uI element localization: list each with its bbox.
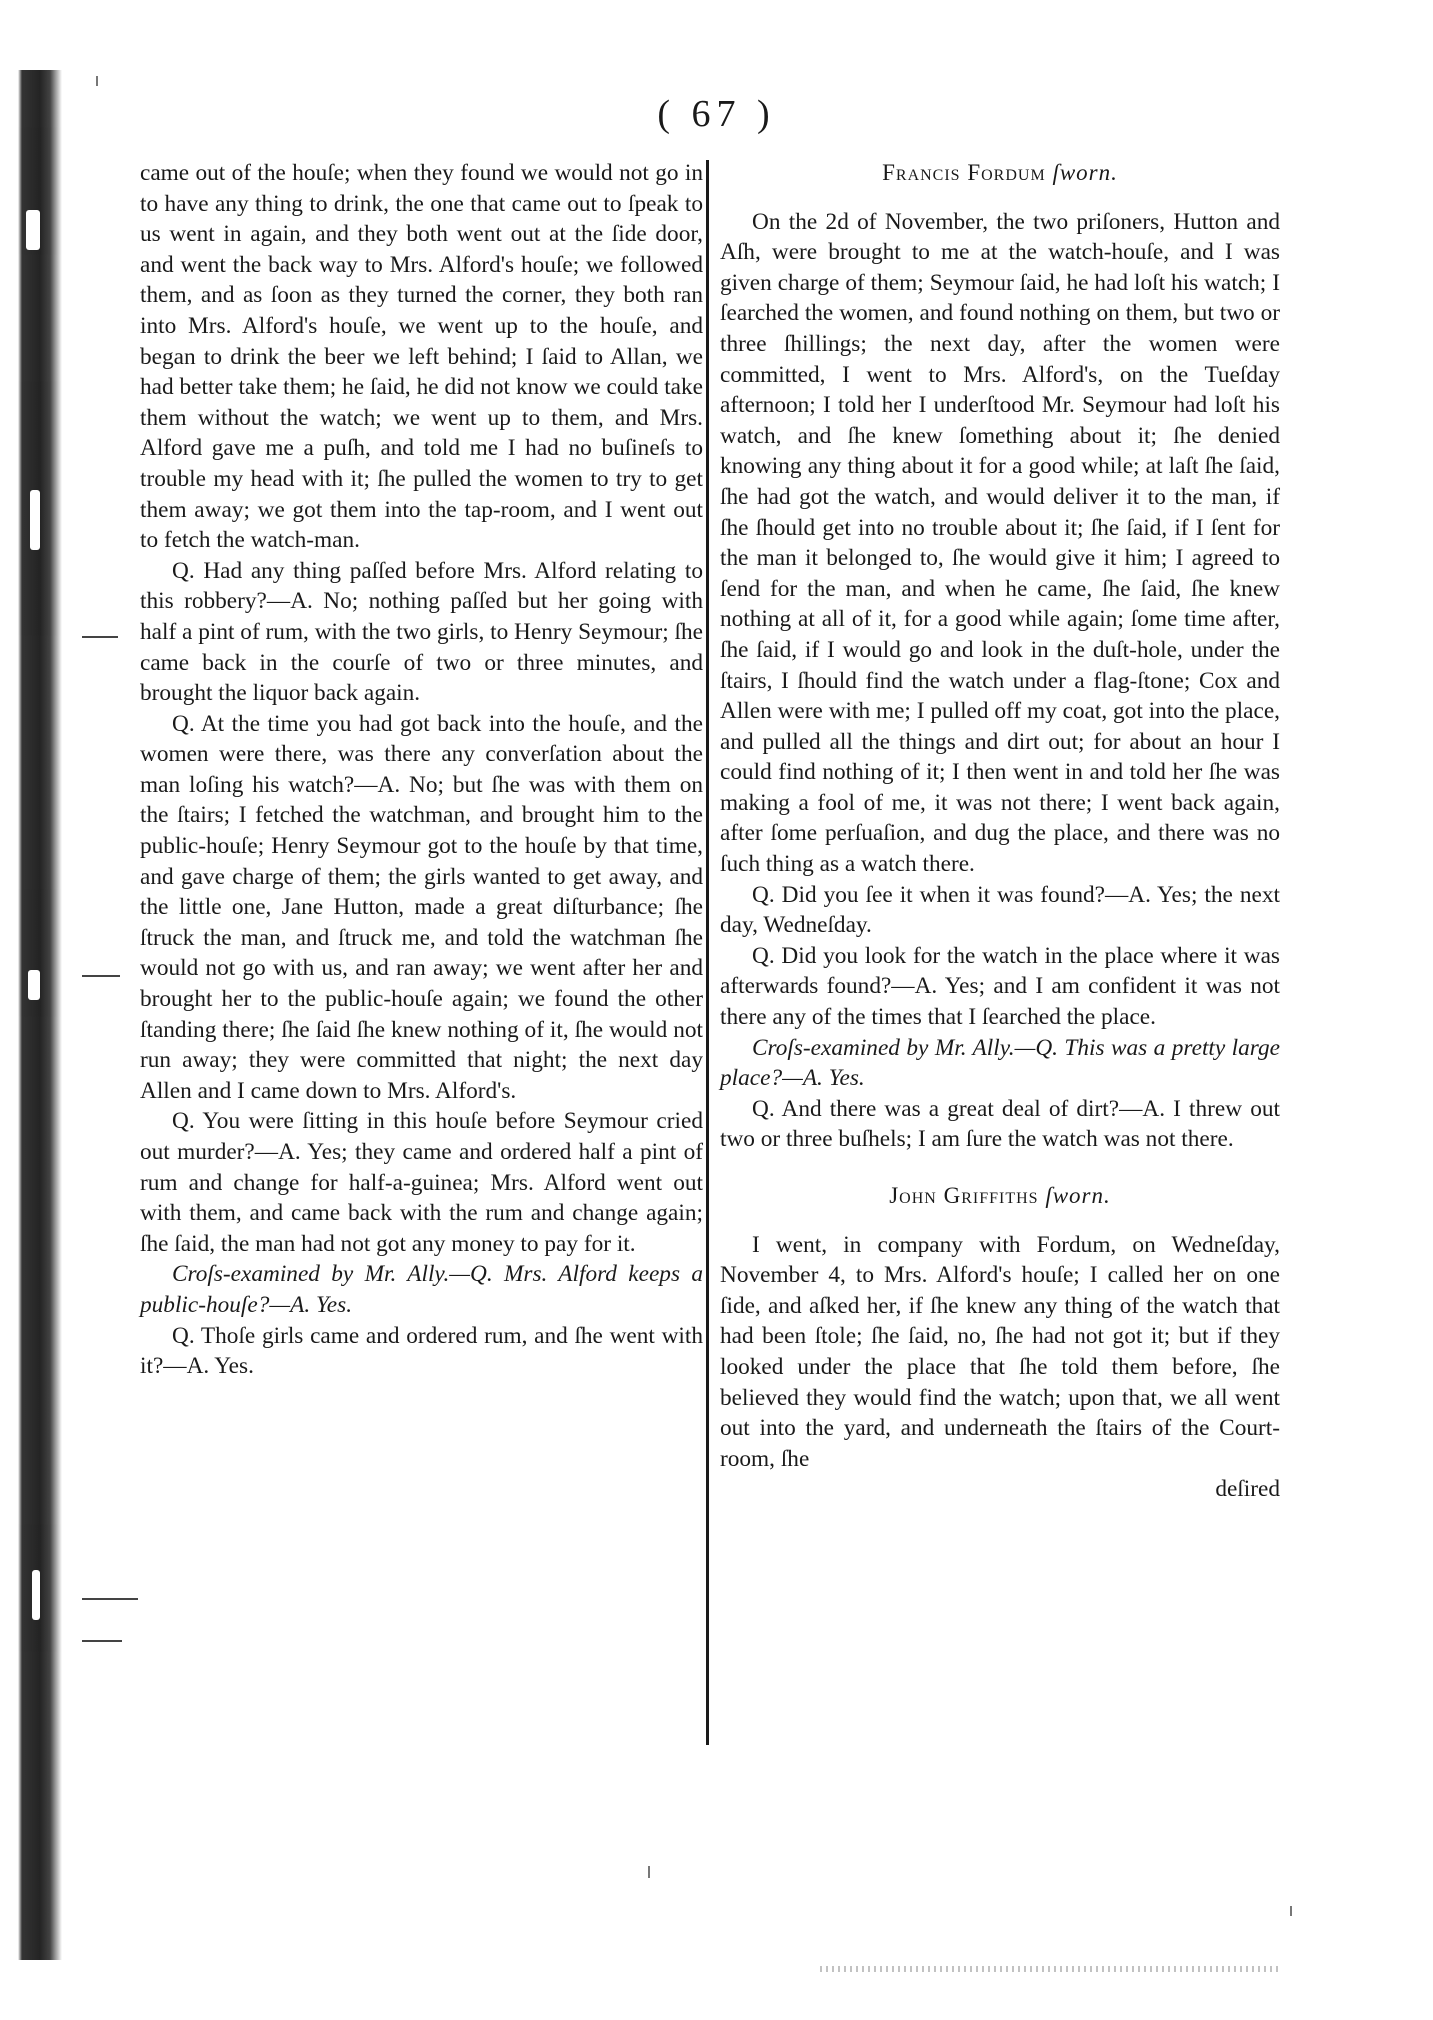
margin-mark [82,1598,138,1600]
paragraph: Q. You were ſitting in this houſe before Seymour cried out murder?—A. Yes; they came and ordered half a pint of rum and change for half-a-guinea; Mrs. Alford went out with them, and came back with the rum and change again; ſhe ſaid, the man had not got any money to pay for it. [140,1108,703,1257]
witness-name: Francis Fordum [882,160,1046,185]
paragraph: Croſs-examined by Mr. Ally.—Q. This was a pretty large place?—A. Yes. [720,1034,1280,1092]
speck [1290,1906,1292,1916]
column-rule [706,160,709,1745]
paragraph: Q. And there was a great deal of dirt?—A. I threw out two or three buſhels; I am ſure the watch was not there. [720,1095,1280,1153]
left-column [140,158,703,1382]
binding-edge [0,70,62,1960]
speck [96,76,98,86]
paragraph: Croſs-examined by Mr. Ally.—Q. Mrs. Alford keeps a public-houſe?—A. Yes. [140,1261,703,1318]
paragraph: Q. At the time you had got back into the houſe, and the women were there, was there any converſation about the man loſing his watch?—A. No; but ſhe was with them on the ſtairs; I fetched the watchman, and brought him to the public-houſe; Henry Seymour got to the houſe by that time, and gave charge of them; the girls wanted to get away, and the little one, Jane Hutton, made a great diſturbance; ſhe ſtruck the man, and ſtruck me, and told the watchman ſhe would not go with us, and ran away; we went after her and brought her to the public-houſe again; we found the other ſtanding there; ſhe ſaid ſhe knew nothing of it, ſhe would not run away; they were committed that night; the next day Allen and I came down to Mrs. Alford's. [140,710,703,1104]
witness-name: John Griffiths [889,1183,1039,1208]
witness-heading [720,1181,1280,1212]
paragraph: Q. Had any thing paſſed before Mrs. Alford relating to this robbery?—A. No; nothing paſſed but her going with half a pint of rum, with the two girls, to Henry Seymour; ſhe came back in the courſe of two or three minutes, and brought the liquor back again. [140,557,703,707]
sworn-label: ſworn. [1052,160,1118,185]
paragraph: came out of the houſe; when they found we would not go in to have any thing to drink, the one that came out to ſpeak to us went in again, and they both went out at the ſide door, and went the back way to Mrs. Alford's houſe; we followed them, and as ſoon as they turned the corner, they both ran into Mrs. Alford's houſe, we went up to the houſe, and began to drink the beer we left behind; I ſaid to Allan, we had better take them; he ſaid, he did not know we could take them without the watch; we went up to them, and Mrs. Alford gave me a puſh, and told me I had no buſineſs to trouble my head with it; ſhe pulled the women to try to get them away; we got them into the tap-room, and I went out to fetch the watch-man. [140,160,703,554]
margin-mark [82,636,118,638]
catchword: deſired [1215,1476,1280,1503]
right-column [720,158,1280,1505]
paragraph: On the 2d of November, the two priſoners, Hutton and Aſh, were brought to me at the watch-houſe, and I was given charge of them; Seymour ſaid, he had loſt his watch; I ſearched the women, and found nothing on them, but two or three ſhillings; the next day, after the women were committed, I went to Mrs. Alford's, on the Tueſday afternoon; I told her I underſtood Mr. Seymour had loſt his watch, and ſhe knew ſomething about it; ſhe denied knowing any thing about it for a good while; at laſt ſhe ſaid, ſhe had got the watch, and would deliver it to the man, if ſhe ſhould get into no trouble about it; ſhe ſaid, if I ſent for the man it belonged to, ſhe would give it him; I agreed to ſend for the man, and when he came, ſhe ſaid, ſhe knew nothing at all of it, for a good while again; ſome time after, ſhe ſaid, if I would go and look in the duſt-hole, under the ſtairs, I ſhould find the watch under a flag-ſtone; Cox and Allen were with me; I pulled off my coat, got into the place, and pulled all the things and dirt out; for about an hour I could find nothing of it; I then went in and told her ſhe was making a fool of me, it was not there; I went back again, after ſome perſuaſion, and dug the place, and there was no ſuch thing as a watch there. [720,208,1280,878]
paragraph: Q. Thoſe girls came and ordered rum, and ſhe went with it?—A. Yes. [140,1322,703,1380]
witness-heading [720,158,1280,189]
margin-mark [82,1640,122,1642]
sworn-label: ſworn. [1045,1183,1111,1208]
paragraph: I went, in company with Fordum, on Wedneſday, November 4, to Mrs. Alford's houſe; I called her on one ſide, and aſked her, if ſhe knew any thing of the watch that had been ſtole; ſhe ſaid, no, ſhe had not got it; but if they looked under the place that ſhe told them before, ſhe believed they would find the watch; upon that, we all went out into the yard, and underneath the ſtairs of the Court-room, ſhe [720,1231,1280,1472]
paragraph: Q. Did you ſee it when it was found?—A. Yes; the next day, Wedneſday. [720,881,1280,939]
footer-noise [820,1966,1280,1972]
page-number: ( 67 ) [657,93,776,135]
margin-mark [82,975,120,977]
speck [648,1866,650,1878]
paragraph: Q. Did you look for the watch in the place where it was afterwards found?—A. Yes; and I am confident it was not there any of the times that I ſearched the place. [720,942,1280,1031]
